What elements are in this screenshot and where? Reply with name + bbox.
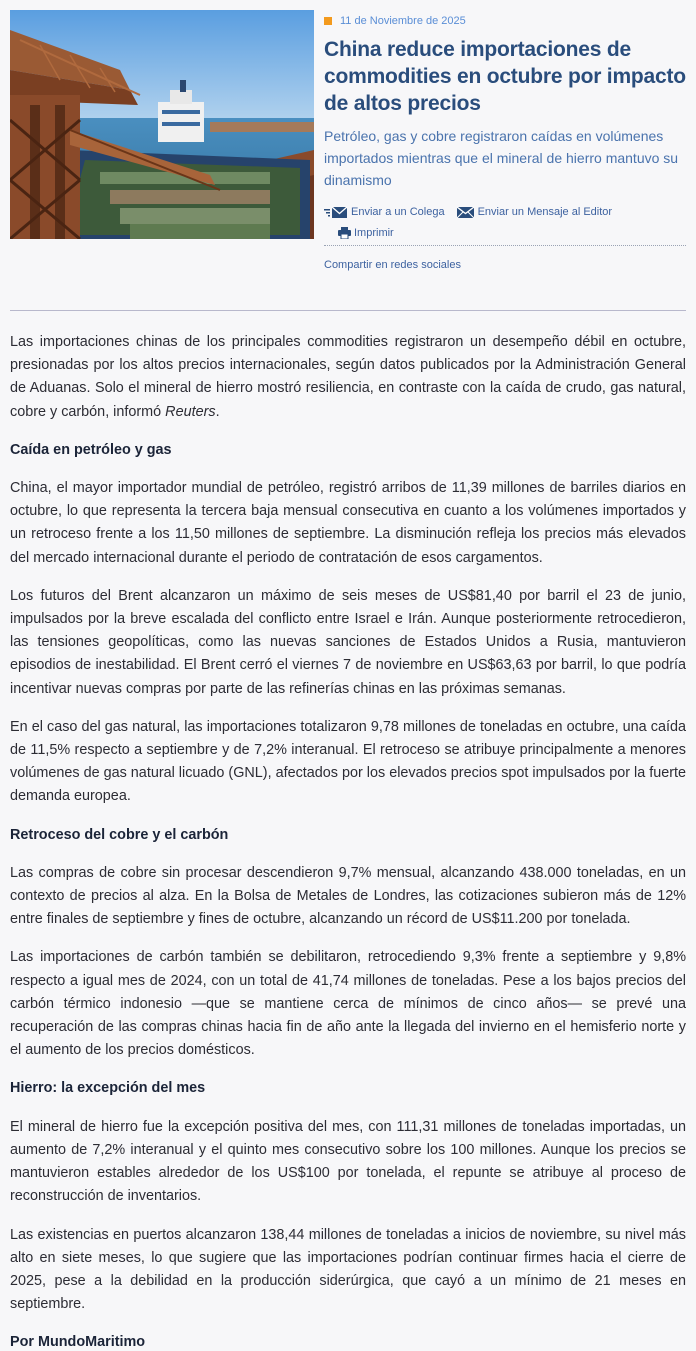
send-colleague-link[interactable]	[324, 206, 445, 219]
share-social-link[interactable]: Compartir en redes sociales	[324, 259, 461, 271]
intro-paragraph	[10, 331, 686, 424]
print-row	[324, 224, 686, 242]
article-subtitle: Petróleo, gas y cobre registraron caídas en volúmenes importados mientras que el mineral de hierro mantuvo su dinamismo	[324, 128, 679, 188]
paragraph-iron-ore: El mineral de hierro fue la excepción positiva del mes, con 111,31 millones de toneladas importadas, un aumento de 7,2% interanual y el quinto mes consecutivo sobre los 100 millones. Aunque los precios se mantuvieron estables alrededor de los US$100 por tonelada, el repunte se atribuye al proceso de reconstrucción de inventarios.	[10, 1118, 686, 1205]
send-editor-link[interactable]	[457, 206, 613, 219]
section-heading-iron: Hierro: la excepción del mes	[10, 1080, 206, 1097]
send-colleague-label: Enviar a un Colega	[351, 206, 445, 218]
paragraph-natural-gas: En el caso del gas natural, las importaciones totalizaron 9,78 millones de toneladas en octubre, una caída de 11,5% respecto a septiembre y de 7,2% interanual. El retroceso se atribuye principalmente a menores volúmenes de gas natural licuado (GNL), afectados por los elevados precios spot impulsados por la fuerte demanda europea.	[10, 718, 686, 805]
action-row	[324, 203, 686, 221]
print-label: Imprimir	[354, 227, 394, 239]
paragraph-copper: Las compras de cobre sin procesar descendieron 9,7% mensual, alcanzando 438.000 toneladas, en un contexto de precios al alza. En la Bolsa de Metales de Londres, las cotizaciones subieron más de 12% entre finales de septiembre y fines de octubre, alcanzando un récord de US$11.200 por tonelada.	[10, 864, 686, 928]
article-date: 11 de Noviembre de 2025	[340, 15, 466, 27]
section-heading-copper-coal: Retroceso del cobre y el carbón	[10, 826, 229, 843]
envelope-list-icon	[324, 206, 348, 219]
hero-photo	[10, 10, 314, 239]
send-editor-label: Enviar un Mensaje al Editor	[477, 206, 613, 218]
date-row	[324, 14, 686, 28]
article-body	[10, 331, 686, 1351]
actions-divider	[324, 245, 686, 246]
section-heading-oil-gas: Caída en petróleo y gas	[10, 441, 172, 458]
paragraph-brent: Los futuros del Brent alcanzaron un máximo de seis meses de US$81,40 por barril el 23 de junio, impulsados por la breve escalada del conflicto entre Israel e Irán. Aunque posteriormente retrocedieron, las tensiones geopolíticas, como las nuevas sanciones de Estados Unidos a Rusia, mantuvieron episodios de inestabilidad. El Brent cerró el viernes 7 de noviembre en US$63,63 por barril, lo que podría incentivar nuevas compras por parte de las refinerías chinas en las próximas semanas.	[10, 587, 686, 697]
paragraph-port-stocks: Las existencias en puertos alcanzaron 138,44 millones de toneladas a inicios de noviembre, su nivel más alto en siete meses, lo que sugiere que las importaciones podrían continuar firmes hacia el cierre de 2025, pese a la debilidad en la producción siderúrgica, que cayó a un mínimo de 21 meses en septiembre.	[10, 1226, 686, 1313]
printer-icon	[338, 227, 351, 239]
orange-square-icon	[324, 17, 332, 25]
article-actions	[324, 203, 686, 246]
article-meta	[324, 14, 686, 191]
intro-text: Las importaciones chinas de los principales commodities registraron un desempeño débil en octubre, presionadas por los altos precios internacionales, según datos publicados por la Administración General de Aduanas. Solo el mineral de hierro mostró resiliencia, en contraste con la caída de crudo, gas natural, cobre y carbón, informó	[10, 334, 686, 420]
article-header	[0, 0, 696, 300]
envelope-icon	[457, 206, 475, 219]
article-title: China reduce importaciones de commodities en octubre por impacto de altos precios	[324, 38, 686, 115]
paragraph-coal: Las importaciones de carbón también se debilitaron, retrocediendo 9,3% frente a septiembre y 9,8% respecto a igual mes de 2024, con un total de 41,74 millones de toneladas. Pese a los bajos precios del carbón térmico indonesio —que se mantiene cerca de mínimos de cinco años— se prevé una recuperación de las compras chinas hacia fin de año ante la llegada del invierno en el hemisferio norte y el aumento de los precios domésticos.	[10, 949, 686, 1059]
print-link[interactable]	[338, 227, 394, 239]
header-divider	[10, 310, 686, 311]
hero-image-port-ship-iron-ore	[10, 10, 314, 239]
paragraph-oil-imports: China, el mayor importador mundial de petróleo, registró arribos de 11,39 millones de barriles diarios en octubre, lo que representa la tercera baja mensual consecutiva en cuanto a los volúmenes importados y un retroceso frente a los 11,50 millones de septiembre. La disminución refleja los precios más elevados del mercado internacional durante el periodo de contratación de esos cargamentos.	[10, 480, 686, 566]
byline: Por MundoMaritimo	[10, 1334, 146, 1351]
source-reuters: Reuters	[165, 403, 216, 420]
intro-end: .	[215, 403, 220, 420]
